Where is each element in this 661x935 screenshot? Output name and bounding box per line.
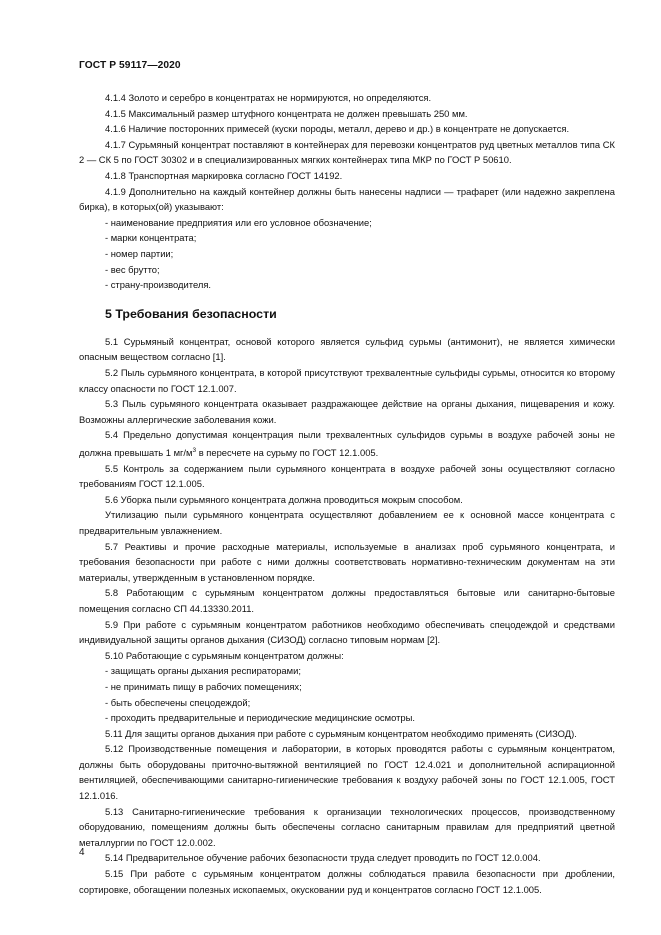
clause-4-1-4: 4.1.4 Золото и серебро в концентратах не нормируются, но определяются. (105, 92, 432, 103)
clause-5-5: 5.5 Контроль за содержанием пыли сурьмяного концентрата в воздухе рабочей зоны осуществляют согласно требованиям ГОСТ 12.1.005. (79, 462, 615, 490)
clause-5-4 (79, 427, 615, 460)
clause-5-13: 5.13 Санитарно-гигиенические требования к организации технологических процессов, производственному оборудованию, помещениям должны быть обеспечены согласно санитарным правилам для предприятий цветной металлургии по ГОСТ 12.0.002. (79, 805, 615, 848)
clause-5-4-text: 5.4 Предельно допустимая концентрация пыли трехвалентных сульфидов сурьмы в воздухе рабочей зоны не должна превышать 1 мг/м (79, 429, 615, 458)
clause-4-1-8: 4.1.8 Транспортная маркировка согласно ГОСТ 14192. (105, 169, 343, 181)
marking-list-item: - марки концентрата; (105, 232, 197, 244)
clause-5-7: 5.7 Реактивы и прочие расходные материалы, используемые в анализах проб сурьмяного концентрата, и требования безопасности при работе с ними должны соответствовать нормативно-техническим документам на эти материалы, утвержденным в установленном порядке. (79, 540, 615, 583)
clause-5-12: 5.12 Производственные помещения и лаборатории, в которых проводятся работы с сурьмяным концентратом, должны быть оборудованы приточно-вытяжной вентиляцией по ГОСТ 12.4.021 и дополнительной аспирационной вентиляцией, обеспечивающими санитарно-гигиенические требования к воздуху рабочей зоны по ГОСТ 12.1.005, ГОСТ 12.1.016. (79, 743, 615, 802)
clause-5-10: 5.10 Работающие с сурьмяным концентратом должны: (105, 649, 344, 661)
clause-5-9: 5.9 При работе с сурьмяным концентратом работников необходимо обеспечивать спецодеждой и средствами индивидуальной защиты органов дыхания (СИЗОД) согласно типовым нормам [2]. (79, 618, 615, 646)
clause-5-6: 5.6 Уборка пыли сурьмяного концентрата должна проводиться мокрым способом. (105, 493, 463, 505)
document-body (79, 90, 615, 897)
marking-list-item: - номер партии; (105, 247, 174, 259)
page-number: 4 (79, 847, 85, 858)
clause-5-4-superscript: 3 (192, 446, 197, 454)
clause-4-1-5: 4.1.5 Максимальный размер штуфного концентрата не должен превышать 250 мм. (105, 107, 468, 119)
clause-5-15: 5.15 При работе с сурьмяным концентратом должны соблюдаться правила безопасности при дроблении, сортировке, обогащении полезных ископаемых, окусковании руд и концентратов согласно ГОСТ 12.1.005. (79, 868, 615, 895)
clause-5-1: 5.1 Сурьмяный концентрат, основой которого является сульфид сурьмы (антимонит), не является химически опасным веществом согласно [1]. (79, 335, 615, 363)
marking-list-item: - вес брутто; (105, 263, 160, 275)
worker-duty-item: - не принимать пищу в рабочих помещениях; (105, 680, 302, 692)
clause-5-4-text-end: в пересчете на сурьму по ГОСТ 12.1.005. (196, 447, 379, 458)
clause-5-2: 5.2 Пыль сурьмяного концентрата, в которой присутствуют трехвалентные сульфиды сурьмы, относится ко второму классу опасности по ГОСТ 12.1.007. (79, 366, 615, 394)
clause-5-11: 5.11 Для защиты органов дыхания при работе с сурьмяным концентратом необходимо применять (СИЗОД). (105, 727, 577, 739)
clause-5-3: 5.3 Пыль сурьмяного концентрата оказывает раздражающее действие на органы дыхания, пищеварения и кожу. Возможны аллергические заболевания кожи. (79, 398, 615, 425)
clause-5-6-disposal: Утилизацию пыли сурьмяного концентрата осуществляют добавлением ее к основной массе концентрата с предварительным увлажнением. (79, 509, 615, 536)
marking-list-item: - наименование предприятия или его условное обозначение; (105, 216, 372, 228)
clause-5-14: 5.14 Предварительное обучение рабочих безопасности труда следует проводить по ГОСТ 12.0.004. (105, 852, 541, 864)
clause-5-8: 5.8 Работающим с сурьмяным концентратом должны предоставляться бытовые или санитарно-бытовые помещения согласно СП 44.13330.2011. (79, 587, 615, 614)
marking-list-item: - страну-производителя. (105, 279, 211, 291)
worker-duty-item: - быть обеспечены спецодеждой; (105, 696, 251, 708)
worker-duty-item: - проходить предварительные и периодические медицинские осмотры. (105, 712, 415, 724)
section-title: 5 Требования безопасности (105, 306, 277, 321)
clause-4-1-9: 4.1.9 Дополнительно на каждый контейнер должны быть нанесены надписи — трафарет (или надежно закреплена бирка), в которых(ой) указывают: (79, 185, 615, 213)
clause-4-1-7: 4.1.7 Сурьмяный концентрат поставляют в контейнерах для перевозки концентратов руд цветных металлов типа СК 2 — СК 5 по ГОСТ 30302 и в специализированных мягких контейнерах типа МКР по ГОСТ Р 50610. (79, 138, 615, 166)
clause-4-1-6: 4.1.6 Наличие посторонних примесей (куски породы, металл, дерево и др.) в концентрате не допускается. (105, 123, 570, 135)
worker-duty-item: - защищать органы дыхания респираторами; (105, 665, 301, 677)
document-header: ГОСТ Р 59117—2020 (79, 60, 181, 71)
